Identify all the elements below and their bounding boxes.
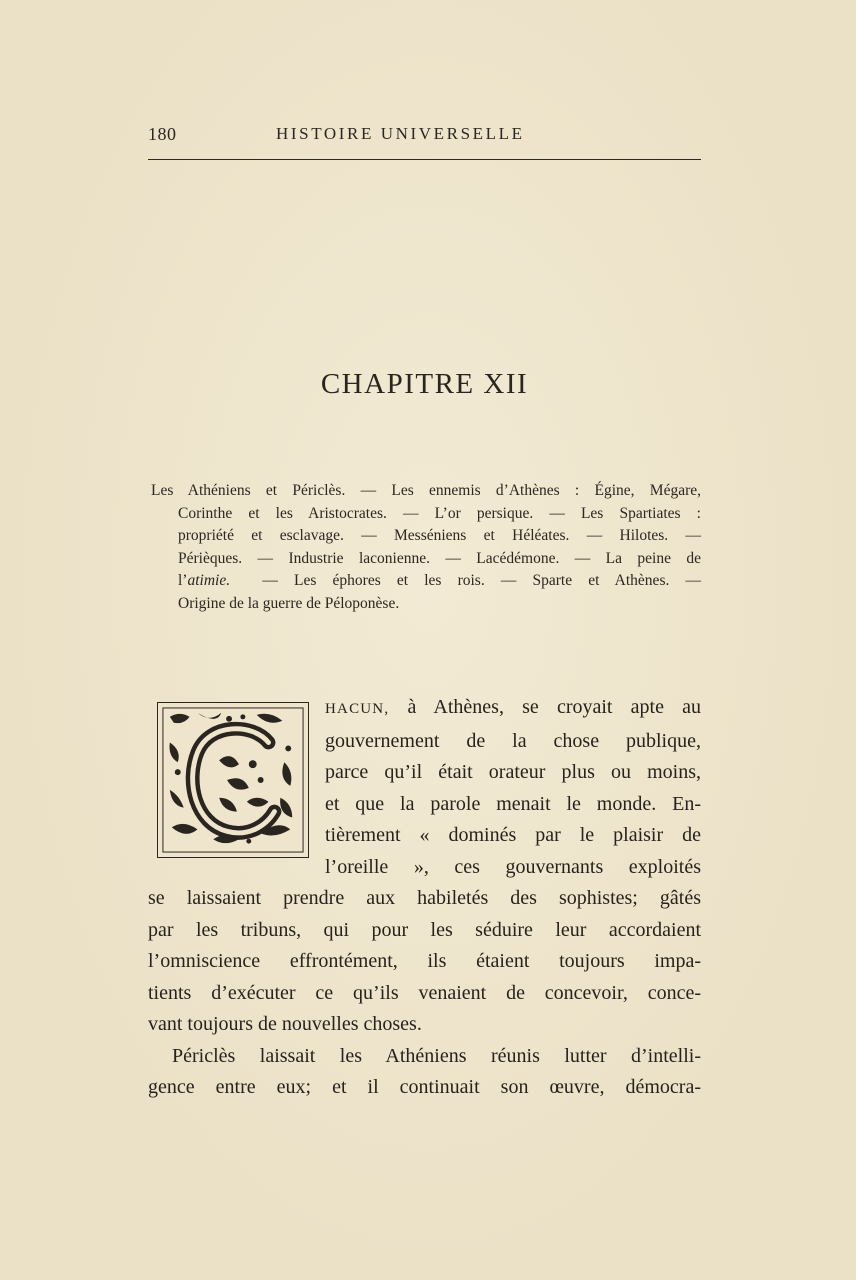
summary-prefix: l’ [178,572,188,589]
summary-line: Origine de la guerre de Péloponèse. [178,594,400,612]
summary-line: Les Athéniens et Périclès. — Les ennemis d’Athènes : Égine, Mégare, [151,482,701,499]
summary-italic-term: atimie. [187,572,231,589]
body-line: parce qu’il était orateur plus ou moins, [325,761,701,783]
page-number: 180 [148,124,177,144]
summary-line: Corinthe et les Aristocrates. — L’or persique. — Les Spartiates : [178,504,701,522]
running-header [148,124,701,150]
summary-line: Périèques. — Industrie laconienne. — Lacédémone. — La peine de [178,549,701,567]
dropcap-word-rest: HACUN, [325,701,390,717]
body-line: se laissaient prendre aux habiletés des sophistes; gâtés [148,887,701,909]
body-line-text: à Athènes, se croyait apte au [407,696,702,718]
header-rule [148,159,701,160]
summary-line-atimie [151,570,701,593]
body-line: par les tribuns, qui pour les séduire leur accordaient [148,918,701,941]
running-title: HISTOIRE UNIVERSELLE [276,124,525,143]
body-line: gence entre eux; et il continuait son œuvre, démocra- [148,1076,701,1098]
chapter-summary [151,480,701,615]
body-line: l’oreille », ces gouvernants exploités [325,855,701,878]
body-line-first [325,692,701,726]
summary-line: propriété et esclavage. — Messéniens et Héléates. — Hilotes. — [178,527,701,544]
body-line: Périclès laissait les Athéniens réunis lutter d’intelli- [172,1044,701,1067]
body-line: l’omniscience effrontément, ils étaient toujours impa- [148,950,701,972]
body-text [148,692,701,1104]
summary-line-rest: — Les éphores et les rois. — Sparte et Athènes. — [262,572,701,589]
chapter-title: CHAPITRE XII [320,368,529,400]
body-line: tièrement « dominés par le plaisir de [325,824,701,846]
body-line: et que la parole menait le monde. En- [325,792,701,815]
body-line: vant toujours de nouvelles choses. [148,1013,422,1035]
body-line: tients d’exécuter ce qu’ils venaient de concevoir, conce- [148,981,701,1004]
body-line: gouvernement de la chose publique, [325,729,701,752]
